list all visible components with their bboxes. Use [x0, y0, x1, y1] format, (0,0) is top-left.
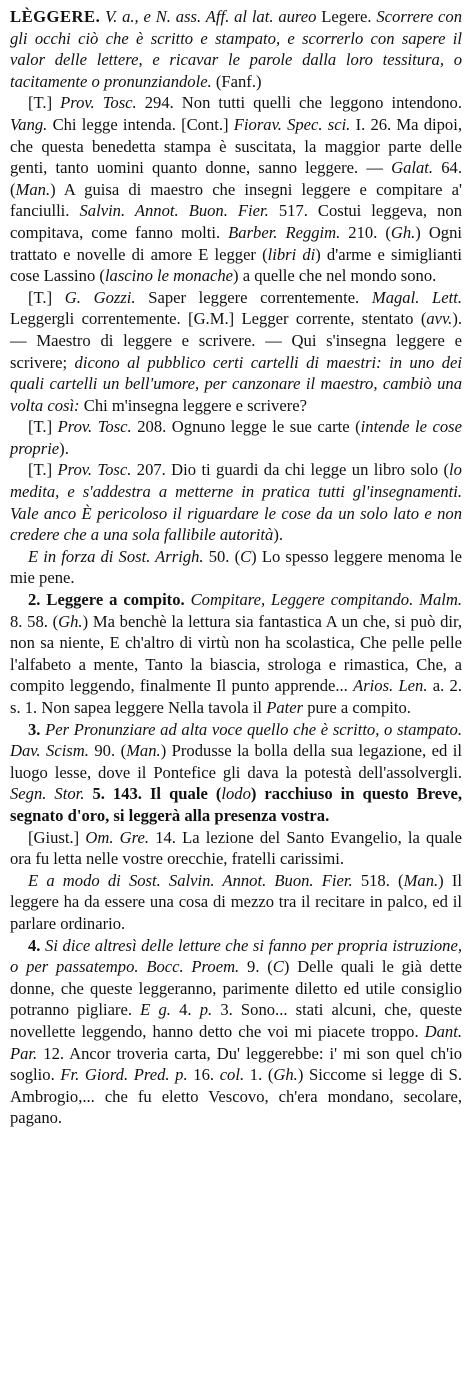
gloss: Compitare, Leggere compitando. Malm.	[190, 590, 463, 610]
citations-paragraph-2	[10, 287, 462, 417]
gloss: lo medita, e s'addestra a metterne in pratica tutti gl'insegnamenti. Vale anco È pericoloso il riguardare le cose da un solo lato e non credere che a una sola fallibile autorità	[10, 460, 462, 545]
text-run: Leggergli correntemente. [G.M.] Legger corrente, stentato (	[10, 309, 427, 329]
text-run: 64. (	[10, 158, 462, 199]
text-run: [T.]	[28, 460, 53, 480]
citation-source: C	[240, 546, 252, 566]
grammar-note: V. a., e N. ass. Aff. al lat. aureo	[105, 7, 317, 26]
text-run: ) A guisa di maestro che insegni leggere e compitare a' fanciulli.	[10, 179, 462, 221]
citation-source: Magal. Lett.	[371, 287, 462, 307]
gloss: Per Pronunziare ad alta voce quello che è scritto, o stampato. Dav. Scism.	[10, 719, 462, 761]
sense-2	[10, 589, 462, 719]
citation-source: Man.	[126, 741, 161, 761]
citation-source: Gh.	[390, 222, 416, 242]
sense-number: 3.	[28, 719, 41, 739]
gloss: lodo	[221, 784, 251, 804]
text-run: 294. Non tutti quelli che leggono intendono.	[144, 93, 463, 113]
citation-source: Fiorav. Spec. sci.	[233, 114, 351, 134]
text-run: [T.]	[28, 93, 53, 113]
text-run: ) Delle quali le già dette donne, che queste leggeranno, parimente diletto ed utile consiglio potranno pigliare.	[10, 957, 462, 1020]
citation-source: Galat.	[391, 158, 434, 178]
definition-text: Scorrere con gli occhi ciò che è scritto e stampato, e scorrerlo con sapere il valor delle lettere, e ricavar le parole dalla loro tessitura, o tacitamente o pronunziandole.	[10, 7, 462, 91]
citation-source: E g.	[140, 1000, 171, 1020]
text-run: I. 26. Ma dipoi, che questa benedetta stampa è suscitata, la maggior parte delle genti, tanto uomini quanto donne, sanno leggere. —	[10, 114, 462, 178]
text-run: 90. (	[94, 741, 127, 761]
citation-source: p.	[199, 1000, 213, 1020]
text-run: ) Il leggere ha da essere una cosa di mezzo tra il recitare in palco, ed il parlare ordinario.	[10, 870, 462, 933]
citations-paragraph-5	[10, 546, 462, 589]
gloss: avv.	[426, 309, 453, 329]
text-run: 50. (	[208, 546, 241, 566]
citation-source: Fr. Giord. Pred. p.	[60, 1065, 188, 1085]
sense-4	[10, 935, 462, 1129]
text-run: ) Ogni trattato e novelle di amore E legger (	[10, 222, 463, 264]
text-run: ) a quelle che nel mondo sono.	[233, 266, 437, 286]
sense-3	[10, 719, 462, 827]
citation-source: col.	[219, 1065, 245, 1085]
text-run: ).	[273, 525, 283, 545]
text-run: ).	[59, 438, 69, 458]
text-run: 9. (	[247, 957, 273, 977]
citation-source: Prov. Tosc.	[60, 93, 137, 113]
citation-source: Segn. Stor.	[10, 784, 85, 804]
citation-source: Salvin. Annot. Buon. Fier.	[79, 201, 269, 221]
text-run: [Giust.]	[28, 827, 80, 847]
text-run: 5. 143. Il quale (	[92, 784, 222, 804]
text-run: 517. Costui leggeva, non compitava, come fanno molti.	[10, 201, 462, 242]
gloss: intende le cose proprie	[10, 417, 462, 458]
text-run: Chi legge intenda. [Cont.]	[52, 114, 229, 134]
citation-source: Gh.	[273, 1065, 298, 1085]
text-run: 3. Sono... stati alcuni, che, queste novellette leggendo, hanno detto che voi mi piacete troppo.	[10, 1000, 463, 1041]
text-run: 208. Ognuno legge le sue carte (	[137, 417, 361, 437]
text-run: 12. Ancor troveria carta, Du' leggerebbe: i' mi son quel ch'io soglio.	[10, 1043, 463, 1085]
text-run: ). — Maestro di leggere e scrivere. — Qui s'insegna leggere e scrivere;	[10, 309, 462, 372]
text-run: a. 2. s. 1. Non sapea leggere Nella tavola il	[10, 676, 462, 717]
citation-source: Arios. Len.	[353, 676, 428, 696]
citation-source: E a modo di Sost. Salvin. Annot. Buon. Fier.	[28, 870, 353, 890]
citation-source: Man.	[403, 870, 439, 890]
sense-number: 2.	[28, 590, 41, 610]
citations-paragraph-4	[10, 459, 462, 545]
text-run: ) Ma benchè la lettura sia fantastica A un che, si può dir, non sa niente, E ch'altro di virtù non ha scolastica, Che pelle pelle l'alfabeto a mente, Tanto la biascia, strologa e rimastica, Che, a compito leggendo, finalmente Il punto apprende...	[10, 611, 462, 696]
latin-etymon: Legere.	[321, 7, 372, 26]
citation-source: C	[272, 957, 284, 977]
gloss: Pater	[266, 698, 304, 717]
definition-source: (Fanf.)	[215, 71, 262, 91]
text-run: pure a compito.	[307, 698, 411, 717]
text-run: 14. La lezione del Santo Evangelio, la quale ora fu letta nelle vostre orecchie, fratelli carissimi.	[10, 827, 462, 869]
citations-paragraph-6	[10, 827, 462, 870]
citations-paragraph-7	[10, 870, 462, 935]
text-run: Saper leggere correntemente.	[148, 287, 360, 307]
citation-source: Gh.	[58, 611, 83, 631]
gloss: Si dice altresì delle letture che si fanno per propria istruzione, o per passatempo. Bocc. Proem.	[10, 935, 462, 977]
citation-source: Om. Gre.	[85, 827, 149, 847]
text-run: 1. (	[249, 1065, 274, 1085]
citation-source: Prov. Tosc.	[57, 417, 132, 437]
text-run: 210. (	[348, 222, 391, 242]
text-run: 518. (	[360, 870, 404, 890]
text-run: 8. 58. (	[10, 611, 59, 631]
gloss: lascino le monache	[104, 266, 234, 286]
text-run: 207. Dio ti guardi da chi legge un libro solo (	[136, 460, 450, 480]
text-run: ) Produsse la bolla della sua legazione, ed il luogo lesse, dove il Pontefice gli dava la potestà dell'assolvergli.	[10, 741, 462, 782]
text-run: ) Lo spesso leggere menoma le mie pene.	[10, 546, 462, 588]
text-run: [T.]	[28, 417, 53, 437]
entry-definition	[10, 6, 462, 92]
citation-source: Prov. Tosc.	[57, 460, 132, 480]
citation-source: E in forza di Sost. Arrigh.	[28, 546, 204, 566]
gloss: libri di	[267, 244, 316, 264]
citation-source: Vang.	[10, 114, 48, 134]
citation-source: Dant. Par.	[10, 1021, 462, 1063]
text-run: ) d'arme e simiglianti cose Lassino (	[10, 244, 462, 286]
citation-source: Barber. Reggim.	[228, 222, 341, 242]
text-run: Chi m'insegna leggere e scrivere?	[83, 395, 307, 415]
sense-number: 4.	[28, 935, 41, 955]
citations-paragraph-1	[10, 92, 462, 286]
sense-heading: Leggere a compito.	[46, 590, 185, 610]
citation-source: Man.	[15, 179, 51, 199]
citation-source: G. Gozzi.	[64, 287, 136, 307]
text-run: [T.]	[28, 287, 53, 307]
text-run: ) Siccome si legge di S. Ambrogio,... che fu eletto Vescovo, ch'era mondano, secolare, pagano.	[10, 1065, 463, 1128]
gloss: dicono al pubblico certi cartelli di maestri: in uno dei quali cartelli un bell'umore, per canzonare il maestro, cambiò una volta così:	[10, 352, 462, 415]
text-run: 4.	[179, 1000, 192, 1020]
citations-paragraph-3	[10, 416, 462, 459]
text-run: 16.	[193, 1065, 215, 1085]
headword: LÈGGERE.	[10, 7, 101, 26]
text-run: ) racchiuso in questo Breve, segnato d'oro, si leggerà alla presenza vostra.	[10, 784, 462, 825]
